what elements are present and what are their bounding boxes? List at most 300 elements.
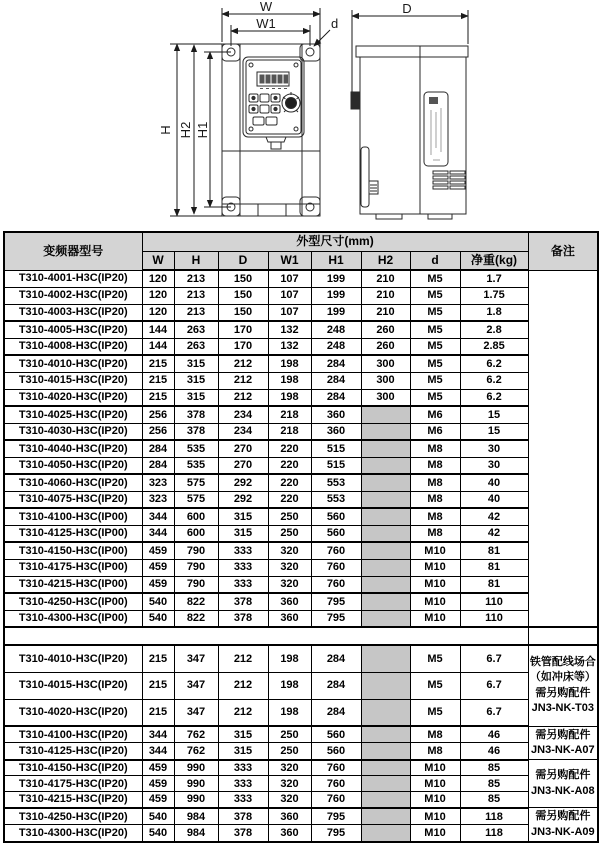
cell-d: 150 <box>218 270 268 287</box>
table-row <box>4 406 598 423</box>
cell-w1: 198 <box>268 699 311 726</box>
cell-remark <box>528 726 598 760</box>
cell-h2 <box>361 760 410 776</box>
cell-h1: 795 <box>311 610 361 627</box>
cell-weight: 40 <box>460 474 528 491</box>
cell-w: 459 <box>142 760 174 776</box>
remark-line: 需另购配件 <box>535 728 591 741</box>
header-col-h2: H2 <box>361 251 410 270</box>
header-dimensions-group: 外型尺寸(mm) <box>142 232 528 251</box>
cell-h1: 560 <box>311 508 361 525</box>
cell-d: 378 <box>218 808 268 825</box>
table-row <box>4 808 598 825</box>
cell-screw: M10 <box>410 776 460 792</box>
table-row <box>4 760 598 776</box>
cell-weight: 30 <box>460 440 528 457</box>
dim-label-depth: D <box>402 1 412 16</box>
cell-w1: 250 <box>268 743 311 760</box>
cell-weight: 6.7 <box>460 672 528 699</box>
remark-line: JN3-NK-T03 <box>531 702 595 715</box>
cell-h1: 199 <box>311 270 361 287</box>
cell-weight: 1.75 <box>460 287 528 304</box>
cell-screw: M5 <box>410 338 460 355</box>
cell-w: 344 <box>142 743 174 760</box>
cell-weight: 85 <box>460 792 528 808</box>
cell-h1: 760 <box>311 776 361 792</box>
table-row <box>4 440 598 457</box>
cell-h: 213 <box>174 287 218 304</box>
cell-model: T310-4050-H3C(IP20) <box>4 457 142 474</box>
remark-line: JN3-NK-A09 <box>531 825 595 838</box>
cell-screw: M10 <box>410 593 460 610</box>
cell-h: 990 <box>174 760 218 776</box>
cell-h1: 553 <box>311 474 361 491</box>
cell-d: 292 <box>218 474 268 491</box>
cell-w: 144 <box>142 321 174 338</box>
cell-h2: 260 <box>361 321 410 338</box>
remark-line: JN3-NK-A07 <box>531 743 595 756</box>
cell-model: T310-4020-H3C(IP20) <box>4 699 142 726</box>
dimension-drawing <box>0 0 600 231</box>
cell-weight: 30 <box>460 457 528 474</box>
dim-label-w: W <box>259 0 273 14</box>
cell-d: 315 <box>218 726 268 743</box>
cell-weight: 85 <box>460 776 528 792</box>
cell-w: 459 <box>142 576 174 593</box>
cell-model: T310-4010-H3C(IP20) <box>4 355 142 372</box>
cell-weight: 6.2 <box>460 372 528 389</box>
cell-h2 <box>361 776 410 792</box>
table-row <box>4 304 598 321</box>
table-row <box>4 474 598 491</box>
cell-model: T310-4075-H3C(IP20) <box>4 491 142 508</box>
cell-w: 215 <box>142 699 174 726</box>
table-row <box>4 270 598 287</box>
separator-cell <box>4 627 528 645</box>
cell-model: T310-4003-H3C(IP20) <box>4 304 142 321</box>
header-remark: 备注 <box>528 232 598 270</box>
cell-model: T310-4015-H3C(IP20) <box>4 672 142 699</box>
cell-h: 990 <box>174 776 218 792</box>
table-row <box>4 776 598 792</box>
cell-model: T310-4002-H3C(IP20) <box>4 287 142 304</box>
cell-w1: 360 <box>268 593 311 610</box>
cell-remark <box>528 808 598 842</box>
cell-h2 <box>361 508 410 525</box>
dim-label-w1: W1 <box>256 16 276 31</box>
cell-screw: M5 <box>410 270 460 287</box>
cell-h: 990 <box>174 792 218 808</box>
cell-h2 <box>361 457 410 474</box>
dim-label-d-hole: d <box>331 16 339 31</box>
cell-screw: M5 <box>410 355 460 372</box>
cell-w1: 360 <box>268 825 311 842</box>
cell-weight: 81 <box>460 559 528 576</box>
cell-w: 215 <box>142 645 174 672</box>
cell-w1: 320 <box>268 559 311 576</box>
table-row <box>4 389 598 406</box>
cell-screw: M5 <box>410 372 460 389</box>
cell-w1: 198 <box>268 355 311 372</box>
cell-h2 <box>361 406 410 423</box>
cell-w1: 198 <box>268 645 311 672</box>
cell-screw: M8 <box>410 525 460 542</box>
cell-w1: 360 <box>268 610 311 627</box>
cell-h1: 760 <box>311 559 361 576</box>
cell-screw: M8 <box>410 457 460 474</box>
cell-weight: 6.2 <box>460 355 528 372</box>
cell-w1: 107 <box>268 287 311 304</box>
table-row <box>4 645 598 672</box>
table-row <box>4 559 598 576</box>
header-col-weight: 净重(kg) <box>460 251 528 270</box>
cell-w: 284 <box>142 440 174 457</box>
table-row <box>4 576 598 593</box>
remark-line: 需另购配件 <box>535 769 591 782</box>
cell-w: 540 <box>142 593 174 610</box>
cell-model: T310-4015-H3C(IP20) <box>4 372 142 389</box>
cell-w: 540 <box>142 610 174 627</box>
cell-model: T310-4100-H3C(IP00) <box>4 508 142 525</box>
cell-d: 234 <box>218 423 268 440</box>
cell-weight: 1.8 <box>460 304 528 321</box>
front-view <box>222 44 320 216</box>
table-row <box>4 825 598 842</box>
dimension-spec-table <box>3 231 599 843</box>
table-row <box>4 338 598 355</box>
side-view <box>351 46 468 219</box>
header-model: 变频器型号 <box>4 232 142 270</box>
cell-h2 <box>361 699 410 726</box>
remark-line: （如冲床等） <box>529 671 596 684</box>
cell-d: 292 <box>218 491 268 508</box>
cell-h1: 248 <box>311 321 361 338</box>
cell-h: 347 <box>174 672 218 699</box>
cell-h: 347 <box>174 699 218 726</box>
remark-line: 需另购配件 <box>535 810 591 823</box>
cell-h1: 360 <box>311 423 361 440</box>
cell-h: 378 <box>174 423 218 440</box>
cell-h: 315 <box>174 355 218 372</box>
cell-h2 <box>361 792 410 808</box>
cell-screw: M10 <box>410 792 460 808</box>
cell-d: 333 <box>218 559 268 576</box>
cell-w: 215 <box>142 372 174 389</box>
cell-w: 540 <box>142 825 174 842</box>
cell-h2 <box>361 423 410 440</box>
cell-w: 323 <box>142 491 174 508</box>
table-row <box>4 372 598 389</box>
cell-h2 <box>361 808 410 825</box>
cell-weight: 85 <box>460 760 528 776</box>
cell-weight: 15 <box>460 406 528 423</box>
cell-weight: 81 <box>460 542 528 559</box>
cell-h: 600 <box>174 508 218 525</box>
cell-weight: 110 <box>460 593 528 610</box>
header-col-h: H <box>174 251 218 270</box>
cell-h1: 760 <box>311 792 361 808</box>
table-row <box>4 699 598 726</box>
table-row <box>4 355 598 372</box>
cell-h2 <box>361 726 410 743</box>
cell-model: T310-4250-H3C(IP00) <box>4 593 142 610</box>
cell-model: T310-4040-H3C(IP20) <box>4 440 142 457</box>
cell-d: 212 <box>218 699 268 726</box>
cell-w1: 218 <box>268 406 311 423</box>
cell-weight: 118 <box>460 808 528 825</box>
cell-h: 790 <box>174 559 218 576</box>
cell-w1: 220 <box>268 474 311 491</box>
table-row <box>4 321 598 338</box>
cell-h1: 560 <box>311 525 361 542</box>
table-row <box>4 672 598 699</box>
cell-w: 459 <box>142 776 174 792</box>
cell-model: T310-4100-H3C(IP20) <box>4 726 142 743</box>
cell-d: 212 <box>218 355 268 372</box>
cell-w: 323 <box>142 474 174 491</box>
cell-d: 378 <box>218 825 268 842</box>
cell-h1: 560 <box>311 743 361 760</box>
cell-model: T310-4175-H3C(IP20) <box>4 776 142 792</box>
cell-w1: 220 <box>268 457 311 474</box>
table-row <box>4 726 598 743</box>
cell-w1: 198 <box>268 389 311 406</box>
table-row <box>4 491 598 508</box>
cell-w: 215 <box>142 355 174 372</box>
cell-h: 575 <box>174 474 218 491</box>
cell-model: T310-4030-H3C(IP20) <box>4 423 142 440</box>
cell-w1: 132 <box>268 338 311 355</box>
cell-d: 333 <box>218 760 268 776</box>
cell-model: T310-4001-H3C(IP20) <box>4 270 142 287</box>
cell-h: 822 <box>174 610 218 627</box>
cell-w: 120 <box>142 304 174 321</box>
cell-w: 120 <box>142 287 174 304</box>
cell-w1: 320 <box>268 760 311 776</box>
cell-h2 <box>361 474 410 491</box>
cell-remark <box>528 645 598 726</box>
cell-h: 575 <box>174 491 218 508</box>
cell-h1: 360 <box>311 406 361 423</box>
cell-h1: 795 <box>311 593 361 610</box>
cell-model: T310-4125-H3C(IP20) <box>4 743 142 760</box>
cell-w1: 250 <box>268 726 311 743</box>
cell-h: 315 <box>174 372 218 389</box>
cell-h: 790 <box>174 542 218 559</box>
header-col-h1: H1 <box>311 251 361 270</box>
cell-h1: 284 <box>311 699 361 726</box>
cell-w: 540 <box>142 808 174 825</box>
cell-d: 333 <box>218 542 268 559</box>
cell-w1: 107 <box>268 304 311 321</box>
cell-weight: 81 <box>460 576 528 593</box>
cell-h: 600 <box>174 525 218 542</box>
cell-w: 344 <box>142 508 174 525</box>
cell-h: 535 <box>174 440 218 457</box>
cell-weight: 2.8 <box>460 321 528 338</box>
cell-h2 <box>361 743 410 760</box>
cell-model: T310-4025-H3C(IP20) <box>4 406 142 423</box>
dim-label-h2: H2 <box>178 121 193 139</box>
cell-h: 263 <box>174 338 218 355</box>
cell-h2: 300 <box>361 372 410 389</box>
cell-screw: M5 <box>410 645 460 672</box>
cell-h: 347 <box>174 645 218 672</box>
cell-h2 <box>361 593 410 610</box>
cell-w1: 220 <box>268 491 311 508</box>
table-body <box>4 270 598 842</box>
cell-h1: 560 <box>311 726 361 743</box>
cell-h: 822 <box>174 593 218 610</box>
cell-model: T310-4150-H3C(IP00) <box>4 542 142 559</box>
cell-h2 <box>361 559 410 576</box>
cell-d: 170 <box>218 321 268 338</box>
cell-screw: M8 <box>410 743 460 760</box>
cell-h2: 300 <box>361 355 410 372</box>
cell-w1: 320 <box>268 776 311 792</box>
cell-screw: M10 <box>410 559 460 576</box>
cell-weight: 118 <box>460 825 528 842</box>
cell-h: 984 <box>174 808 218 825</box>
cell-h: 762 <box>174 726 218 743</box>
cell-h2 <box>361 542 410 559</box>
cell-model: T310-4215-H3C(IP20) <box>4 792 142 808</box>
cell-screw: M10 <box>410 542 460 559</box>
cell-weight: 40 <box>460 491 528 508</box>
table-row <box>4 743 598 760</box>
cell-screw: M8 <box>410 508 460 525</box>
cell-w: 284 <box>142 457 174 474</box>
cell-w1: 320 <box>268 792 311 808</box>
cell-model: T310-4008-H3C(IP20) <box>4 338 142 355</box>
remark-line: 需另购配件 <box>535 686 591 699</box>
cell-h1: 760 <box>311 576 361 593</box>
table-row <box>4 457 598 474</box>
seven-segment-display <box>260 75 289 84</box>
cell-w: 459 <box>142 792 174 808</box>
cell-w1: 320 <box>268 576 311 593</box>
cell-h1: 795 <box>311 808 361 825</box>
cell-d: 212 <box>218 389 268 406</box>
cell-h2 <box>361 491 410 508</box>
cell-weight: 6.7 <box>460 645 528 672</box>
cell-h1: 515 <box>311 457 361 474</box>
cell-w1: 250 <box>268 525 311 542</box>
cell-h: 213 <box>174 304 218 321</box>
cell-d: 270 <box>218 457 268 474</box>
cell-h1: 199 <box>311 287 361 304</box>
cell-screw: M10 <box>410 576 460 593</box>
cell-h2 <box>361 672 410 699</box>
cell-h2 <box>361 825 410 842</box>
cell-d: 150 <box>218 304 268 321</box>
cell-h2: 210 <box>361 270 410 287</box>
cell-d: 315 <box>218 743 268 760</box>
cell-d: 333 <box>218 792 268 808</box>
table-row <box>4 610 598 627</box>
cell-w: 256 <box>142 423 174 440</box>
cell-model: T310-4020-H3C(IP20) <box>4 389 142 406</box>
cell-h: 984 <box>174 825 218 842</box>
cell-d: 333 <box>218 776 268 792</box>
cell-weight: 1.7 <box>460 270 528 287</box>
cell-screw: M10 <box>410 825 460 842</box>
cell-h2: 210 <box>361 304 410 321</box>
cell-h1: 284 <box>311 645 361 672</box>
dim-label-h: H <box>158 125 173 135</box>
cell-screw: M5 <box>410 672 460 699</box>
cell-w1: 218 <box>268 423 311 440</box>
cell-weight: 46 <box>460 726 528 743</box>
cell-w: 256 <box>142 406 174 423</box>
cell-w1: 198 <box>268 372 311 389</box>
cell-h1: 553 <box>311 491 361 508</box>
cell-w: 215 <box>142 672 174 699</box>
separator-row <box>4 627 598 645</box>
cell-h2: 300 <box>361 389 410 406</box>
cell-model: T310-4060-H3C(IP20) <box>4 474 142 491</box>
cell-screw: M6 <box>410 423 460 440</box>
cell-h: 790 <box>174 576 218 593</box>
cell-screw: M5 <box>410 699 460 726</box>
cell-screw: M8 <box>410 726 460 743</box>
cell-h1: 284 <box>311 355 361 372</box>
cell-weight: 6.7 <box>460 699 528 726</box>
header-col-d: D <box>218 251 268 270</box>
cell-remark <box>528 760 598 808</box>
cell-h1: 760 <box>311 760 361 776</box>
cell-screw: M5 <box>410 287 460 304</box>
cell-d: 315 <box>218 508 268 525</box>
cell-model: T310-4300-H3C(IP20) <box>4 825 142 842</box>
cell-d: 170 <box>218 338 268 355</box>
table-row <box>4 542 598 559</box>
cell-h: 762 <box>174 743 218 760</box>
cell-d: 270 <box>218 440 268 457</box>
header-col-w: W <box>142 251 174 270</box>
cell-h1: 760 <box>311 542 361 559</box>
cell-d: 150 <box>218 287 268 304</box>
header-col-screw: d <box>410 251 460 270</box>
cell-screw: M8 <box>410 474 460 491</box>
cell-weight: 2.85 <box>460 338 528 355</box>
cell-w: 144 <box>142 338 174 355</box>
cell-model: T310-4150-H3C(IP20) <box>4 760 142 776</box>
cell-h2 <box>361 576 410 593</box>
cell-w1: 320 <box>268 542 311 559</box>
cell-h: 213 <box>174 270 218 287</box>
remark-line: JN3-NK-A08 <box>531 784 595 797</box>
cell-w: 215 <box>142 389 174 406</box>
cell-d: 212 <box>218 372 268 389</box>
cell-weight: 42 <box>460 525 528 542</box>
cell-screw: M6 <box>410 406 460 423</box>
cell-model: T310-4125-H3C(IP00) <box>4 525 142 542</box>
cell-w: 459 <box>142 559 174 576</box>
cell-w: 344 <box>142 726 174 743</box>
cell-w1: 107 <box>268 270 311 287</box>
cell-d: 315 <box>218 525 268 542</box>
cell-h2: 260 <box>361 338 410 355</box>
cell-h2: 210 <box>361 287 410 304</box>
cell-w: 459 <box>142 542 174 559</box>
cell-h: 535 <box>174 457 218 474</box>
cell-weight: 15 <box>460 423 528 440</box>
cell-remark <box>528 270 598 627</box>
cell-model: T310-4010-H3C(IP20) <box>4 645 142 672</box>
cell-model: T310-4175-H3C(IP00) <box>4 559 142 576</box>
cell-w1: 220 <box>268 440 311 457</box>
